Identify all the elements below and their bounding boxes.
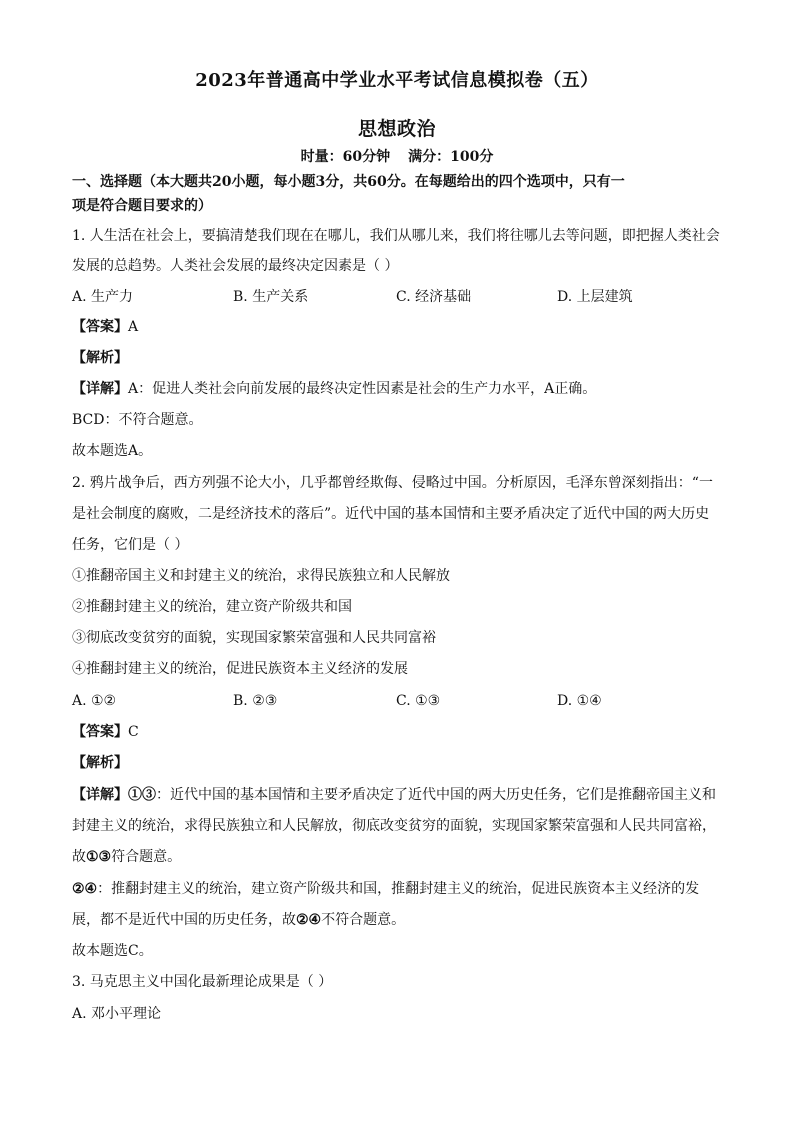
- q2-option-c: C. ①③: [396, 693, 441, 709]
- q2-detail-line4: [72, 879, 724, 899]
- q3-option-a: A. 邓小平理论: [72, 1006, 162, 1022]
- detail-key: ②④: [296, 912, 322, 928]
- q2-item-1: ①推翻帝国主义和封建主义的统治，求得民族独立和人民解放: [72, 568, 450, 584]
- subject-title: 思想政治: [357, 118, 436, 140]
- detail-key: ②④: [72, 881, 98, 897]
- answer-tag: 【答案】: [72, 319, 128, 335]
- detail-text: 故: [72, 849, 86, 865]
- q2-detail-line2: 封建主义的统治，求得民族独立和人民解放，彻底改变贫穷的面貌，实现国家繁荣富强和人民共同富裕，: [72, 818, 716, 834]
- q1-stem-line1: 1. 人生活在社会上，要搞清楚我们现在在哪儿，我们从哪儿来，我们将往哪儿去等问题，即把握人类社会: [72, 228, 720, 244]
- q1-option-c: C. 经济基础: [396, 289, 472, 305]
- answer-tag: 【答案】: [72, 724, 128, 740]
- q2-analysis-tag: 【解析】: [72, 755, 128, 771]
- exam-title: 2023年普通高中学业水平考试信息模拟卷（五）: [195, 70, 599, 91]
- q2-detail-line1: [72, 785, 724, 805]
- q2-stem-line3: 任务，它们是（ ）: [72, 537, 189, 553]
- q2-stem-line1: 2. 鸦片战争后，西方列强不论大小，几乎都曾经欺侮、侵略过中国。分析原因，毛泽东曾深刻指出：“一: [72, 475, 713, 491]
- detail-key: ①③: [128, 787, 156, 803]
- q1-detail: [72, 379, 724, 399]
- detail-text: A：促进人类社会向前发展的最终决定性因素是社会的生产力水平，A正确。: [128, 381, 597, 397]
- q2-item-4: ④推翻封建主义的统治，促进民族资本主义经济的发展: [72, 661, 408, 677]
- q2-item-2: ②推翻封建主义的统治，建立资产阶级共和国: [72, 599, 352, 615]
- detail-text: 符合题意。: [111, 849, 182, 865]
- q2-conclusion: 故本题选C。: [72, 943, 153, 959]
- q2-detail-line3: [72, 847, 724, 867]
- q1-other: BCD：不符合题意。: [72, 412, 203, 428]
- q2-item-3: ③彻底改变贫穷的面貌，实现国家繁荣富强和人民共同富裕: [72, 630, 436, 646]
- q1-answer: [72, 317, 724, 337]
- answer-value: C: [128, 724, 139, 740]
- full-score: 满分：100分: [408, 149, 494, 165]
- q1-option-a: A. 生产力: [72, 289, 134, 305]
- detail-tag: 【详解】: [72, 381, 128, 397]
- q1-conclusion: 故本题选A。: [72, 443, 153, 459]
- exam-meta: [0, 146, 794, 166]
- q2-option-a: A. ①②: [72, 693, 117, 709]
- q2-option-d: D. ①④: [557, 693, 602, 709]
- q2-answer: [72, 722, 724, 742]
- detail-text: 展，都不是近代中国的历史任务，故: [72, 912, 296, 928]
- q1-option-d: D. 上层建筑: [557, 289, 633, 305]
- q1-option-b: B. 生产关系: [233, 289, 309, 305]
- detail-text: 不符合题意。: [321, 912, 406, 928]
- q1-analysis-tag: 【解析】: [72, 350, 128, 366]
- time-limit: 时量：60分钟: [300, 149, 391, 165]
- detail-text: ：推翻封建主义的统治，建立资产阶级共和国，推翻封建主义的统治，促进民族资本主义经济的发: [97, 881, 700, 897]
- q2-stem-line2: 是社会制度的腐败，二是经济技术的落后”。近代中国的基本国情和主要矛盾决定了近代中国的两大历史: [72, 506, 710, 522]
- q1-stem-line2: 发展的总趋势。人类社会发展的最终决定因素是（ ）: [72, 258, 399, 274]
- section-heading-line2: 项是符合题目要求的）: [72, 198, 212, 214]
- q2-detail-line5: [72, 910, 724, 930]
- detail-tag: 【详解】: [72, 787, 128, 803]
- section-heading-line1: 一、选择题（本大题共20小题，每小题3分，共60分。在每题给出的四个选项中，只有一: [72, 174, 625, 190]
- answer-value: A: [128, 319, 139, 335]
- q3-stem-line1: 3. 马克思主义中国化最新理论成果是（ ）: [72, 974, 333, 990]
- detail-text: ：近代中国的基本国情和主要矛盾决定了近代中国的两大历史任务，它们是推翻帝国主义和: [156, 787, 716, 803]
- q2-option-b: B. ②③: [233, 693, 278, 709]
- detail-key: ①③: [86, 849, 112, 865]
